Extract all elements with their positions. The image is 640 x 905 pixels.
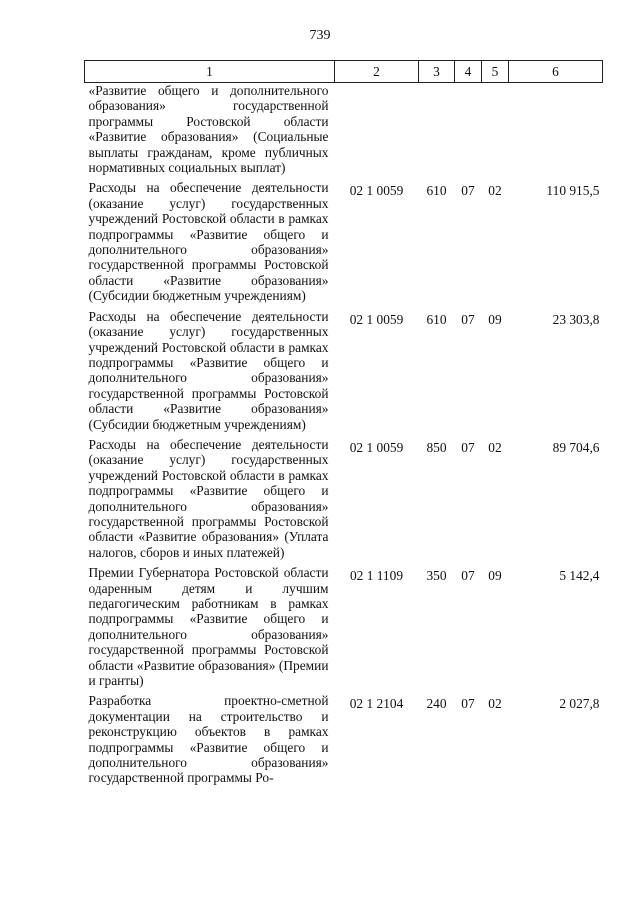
table-row bbox=[85, 180, 603, 308]
row-section: 07 bbox=[461, 183, 475, 199]
row-expense-type: 850 bbox=[426, 439, 447, 455]
header-col-3: 3 bbox=[419, 61, 455, 83]
row-section: 07 bbox=[461, 568, 475, 584]
table-row bbox=[85, 565, 603, 693]
row-description: «Развитие общего и дополнительного образования» государственной программы Ростовской области «Развитие образования» (Социальные выплаты гражданам, кроме публичных нормативных социальных выплат) bbox=[88, 83, 329, 176]
header-col-2: 2 bbox=[335, 61, 419, 83]
row-target-code: 02 1 0059 bbox=[349, 311, 404, 327]
row-expense-type: 610 bbox=[426, 183, 447, 199]
table-row bbox=[85, 437, 603, 565]
row-target-code bbox=[335, 83, 419, 181]
row-section: 07 bbox=[461, 696, 475, 712]
row-subsection: 09 bbox=[488, 311, 502, 327]
row-amount bbox=[509, 83, 603, 181]
row-section bbox=[455, 83, 482, 181]
header-col-4: 4 bbox=[455, 61, 482, 83]
row-subsection: 02 bbox=[488, 439, 502, 455]
table-header-row bbox=[85, 61, 603, 83]
row-target-code: 02 1 0059 bbox=[349, 183, 404, 199]
row-subsection: 02 bbox=[488, 183, 502, 199]
row-description: Разработка проектно-сметной документации на строительство и реконструкцию объектов в рамках подпрограммы «Развитие общего и дополнительного образования» государственной программы Ро- bbox=[88, 693, 329, 786]
row-section: 07 bbox=[461, 311, 475, 327]
header-col-1: 1 bbox=[85, 61, 335, 83]
row-expense-type: 240 bbox=[426, 696, 447, 712]
row-section: 07 bbox=[461, 439, 475, 455]
row-target-code: 02 1 0059 bbox=[349, 439, 404, 455]
row-subsection: 02 bbox=[488, 696, 502, 712]
table-row bbox=[85, 83, 603, 181]
row-expense-type: 610 bbox=[426, 311, 447, 327]
row-expense-type: 350 bbox=[426, 568, 447, 584]
row-amount: 110 915,5 bbox=[546, 183, 600, 199]
table-row bbox=[85, 693, 603, 790]
row-amount: 89 704,6 bbox=[552, 439, 600, 455]
row-subsection: 09 bbox=[488, 568, 502, 584]
row-amount: 23 303,8 bbox=[552, 311, 600, 327]
row-target-code: 02 1 2104 bbox=[349, 696, 404, 712]
header-col-6: 6 bbox=[509, 61, 603, 83]
row-description: Расходы на обеспечение деятельности (оказание услуг) государственных учреждений Ростовской области в рамках подпрограммы «Развитие общего и дополнительного образования» государственной программы Ростовской области «Развитие образования» (Субсидии бюджетным учреждениям) bbox=[88, 180, 329, 304]
row-amount: 2 027,8 bbox=[559, 696, 600, 712]
row-amount: 5 142,4 bbox=[559, 568, 600, 584]
budget-table bbox=[84, 60, 603, 791]
row-expense-type bbox=[419, 83, 455, 181]
row-description: Расходы на обеспечение деятельности (оказание услуг) государственных учреждений Ростовской области в рамках подпрограммы «Развитие общего и дополнительного образования» государственной программы Ростовской области «Развитие образования» (Субсидии бюджетным учреждениям) bbox=[88, 308, 329, 432]
table-row bbox=[85, 309, 603, 437]
header-col-5: 5 bbox=[482, 61, 509, 83]
row-target-code: 02 1 1109 bbox=[349, 568, 404, 584]
row-description: Премии Губернатора Ростовской области одаренным детям и лучшим педагогическим работникам в рамках подпрограммы «Развитие общего и дополнительного образования» государственной программы Ростовской области «Развитие образования» (Премии и гранты) bbox=[88, 565, 329, 689]
page-number: 739 bbox=[309, 28, 331, 43]
row-description: Расходы на обеспечение деятельности (оказание услуг) государственных учреждений Ростовской области в рамках подпрограммы «Развитие общего и дополнительного образования» государственной программы Ростовской области «Развитие образования» (Уплата налогов, сборов и иных платежей) bbox=[88, 436, 329, 560]
row-subsection bbox=[482, 83, 509, 181]
